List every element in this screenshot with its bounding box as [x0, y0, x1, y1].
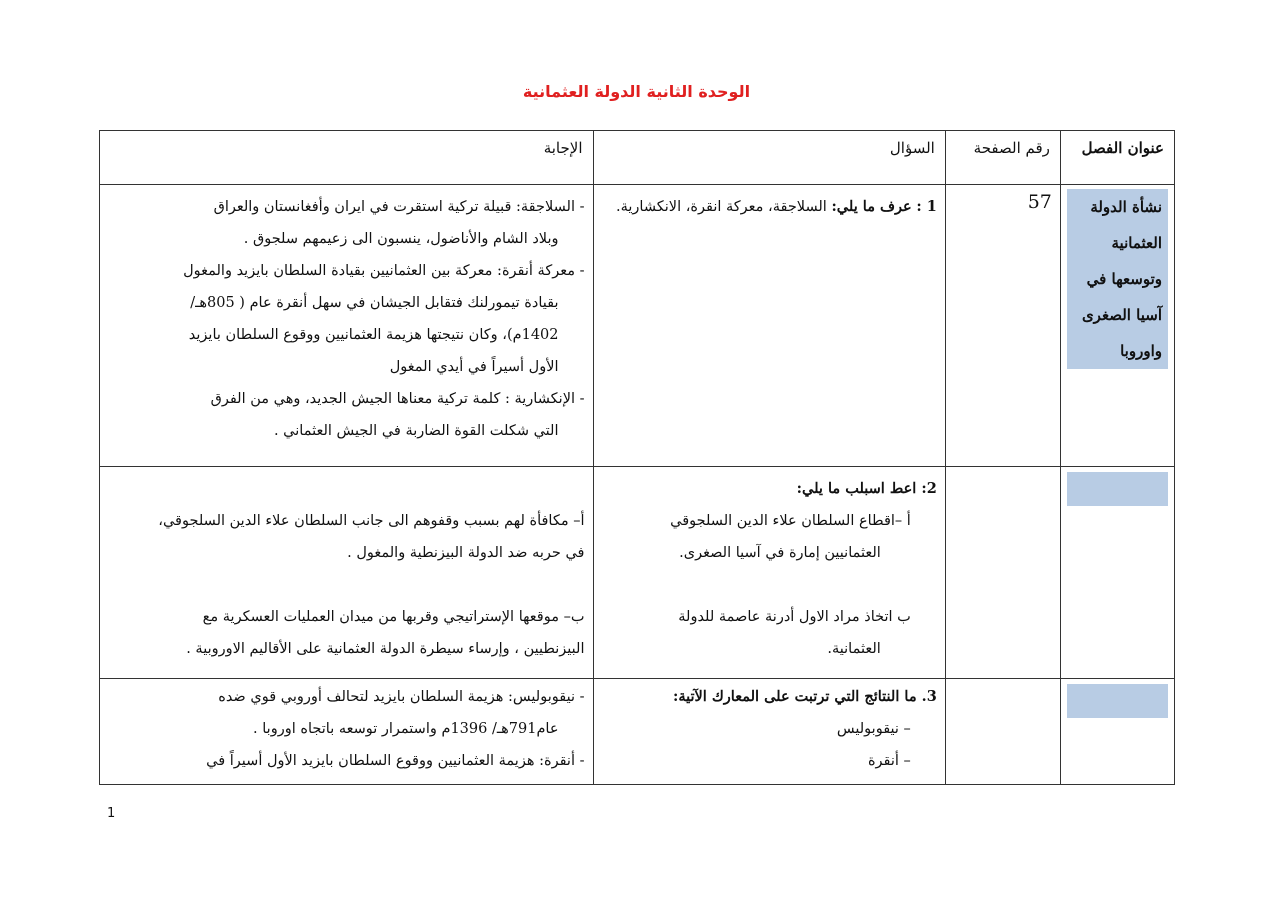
answer-line: أ– مكافأة لهم بسبب وقفوهم الى جانب السلطان علاء الدين السلجوقي، [158, 513, 585, 529]
chapter-highlight [1067, 472, 1168, 506]
question-line: – نيقوبوليس [836, 721, 911, 737]
page-cell [945, 185, 1060, 467]
answer-line: - أنقرة: هزيمة العثمانيين ووقوع السلطان بايزيد الأول أسيراً في [206, 753, 585, 769]
page-title: الوحدة الثانية الدولة العثمانية [522, 82, 751, 101]
answer-line: - الإنكشارية : كلمة تركية معناها الجيش الجديد، وهي من الفرق [210, 391, 585, 407]
page-number-footer: 1 [107, 806, 116, 821]
question-text [594, 467, 945, 671]
answer-cell [100, 185, 594, 467]
answer-line: الأول أسيراً في أيدي المغول [389, 359, 559, 375]
answer-line: - السلاجقة: قبيلة تركية استقرت في ايران وأفغانستان والعراق [213, 199, 585, 215]
question-line: ب اتخاذ مراد الاول أدرنة عاصمة للدولة [678, 609, 911, 625]
answer-line: في حربه ضد الدولة البيزنطية والمغول . [347, 545, 585, 561]
page-cell [945, 467, 1060, 679]
table-row [100, 185, 1175, 467]
spacer [108, 569, 585, 601]
answer-line: - نيقوبوليس: هزيمة السلطان بايزيد لتحالف أوروبي قوي ضده [218, 689, 585, 705]
chapter-cell [1060, 679, 1174, 785]
question-bold: عرف ما يلي: [831, 198, 912, 215]
question-rest: السلاجقة، معركة انقرة، الانكشارية. [615, 199, 832, 215]
worksheet-table [99, 130, 1175, 785]
answer-line: ب– موقعها الإستراتيجي وقربها من ميدان العمليات العسكرية مع [202, 609, 585, 625]
table-row [100, 467, 1175, 679]
table-row [100, 679, 1175, 785]
question-cell [593, 467, 945, 679]
answer-line: 1402م)، وكان نتيجتها هزيمة العثمانيين ووقوع السلطان بايزيد [188, 327, 559, 343]
question-line: العثمانية. [827, 641, 881, 657]
page-number: 57 [1027, 191, 1052, 213]
question-cell [593, 679, 945, 785]
answer-line: - معركة أنقرة: معركة بين العثمانيين بقيادة السلطان بايزيد والمغول [183, 263, 585, 279]
chapter-title: نشأة الدولة العثمانية وتوسعها في آسيا الصغرى واوروبا [1067, 189, 1168, 369]
header-answer: الإجابة [100, 131, 594, 185]
page-cell [945, 679, 1060, 785]
answer-cell [100, 467, 594, 679]
header-page: رقم الصفحة [945, 131, 1060, 185]
question-text [594, 185, 945, 229]
answer-text [100, 467, 593, 671]
question-line: العثمانيين إمارة في آسيا الصغرى. [679, 545, 881, 561]
answer-text [100, 185, 593, 453]
header-question: السؤال [593, 131, 945, 185]
chapter-highlight [1067, 684, 1168, 718]
header-chapter: عنوان الفصل [1060, 131, 1174, 185]
chapter-cell [1060, 467, 1174, 679]
answer-line: عام791هـ/ 1396م واستمرار توسعه باتجاه اوروبا . [253, 721, 559, 737]
question-head: 3. ما النتائج التي ترتبت على المعارك الآتية: [672, 688, 937, 705]
question-line: أ –اقطاع السلطان علاء الدين السلجوقي [670, 513, 911, 529]
question-text [594, 679, 945, 783]
answer-line: بقيادة تيمورلنك فتقابل الجيشان في سهل أنقرة عام ( 805هـ/ [190, 295, 559, 311]
question-number: 1 : [916, 198, 937, 215]
header-row [100, 131, 1175, 185]
spacer [602, 569, 937, 601]
answer-line: البيزنطيين ، وإرساء سيطرة الدولة العثمانية على الأقاليم الاوروبية . [186, 641, 585, 657]
answer-text [100, 679, 593, 783]
question-cell [593, 185, 945, 467]
answer-cell [100, 679, 594, 785]
question-line: – أنقرة [867, 753, 911, 769]
question-head: 2: اعط اسبلب ما يلي: [796, 480, 937, 497]
answer-line: وبلاد الشام والأناضول، ينسبون الى زعيمهم سلجوق . [243, 231, 559, 247]
chapter-cell [1060, 185, 1174, 467]
answer-line: التي شكلت القوة الضاربة في الجيش العثماني . [273, 423, 559, 439]
